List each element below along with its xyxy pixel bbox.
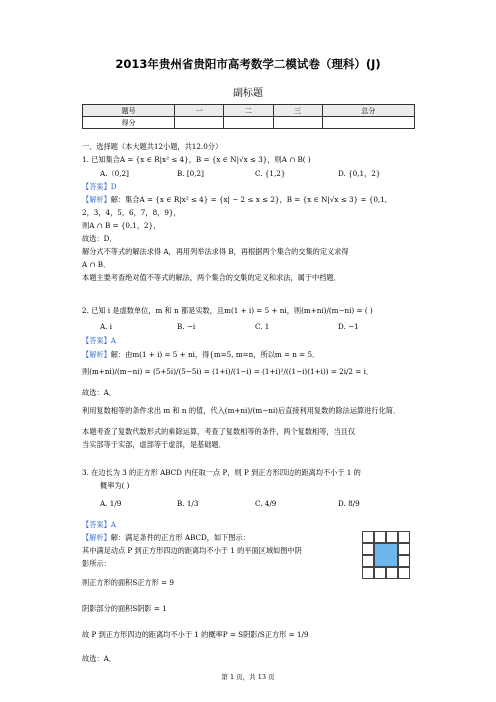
q3-option-c: C. 4/9 [255,499,277,508]
q2-analysis-text: 解：由m(1 + i) = 5 + ni，得{m=5, m=n，所以m = n = 5． [110,350,320,359]
q3-option-b: B. 1/3 [177,499,199,508]
grid-cell [374,567,386,579]
grid-cell [398,543,410,555]
q1-summary: 本题主要考查绝对值不等式的解法，两个集合的交集的定义和求法，属于中档题． [82,273,341,282]
q2-option-a: A. i [100,322,113,331]
score-cell[interactable] [322,117,414,129]
q1-option-a: A.（0,2] [100,169,129,178]
score-cell[interactable] [273,117,322,129]
q2-analysis-label: 【解析】 [82,350,111,359]
q3-analysis-label: 【解析】 [82,533,111,542]
q2-option-c: C. 1 [255,322,270,331]
q3-analysis-line: 则正方形的面积S正方形 = 9 [82,578,174,587]
q3-stem: 概率为( ) [100,481,130,490]
q3-stem: 3. 在边长为 3 的正方形 ABCD 内任取一点 P，则 P 到正方形四边的距离均不小于 1 的 [82,468,361,477]
score-cell[interactable] [224,117,273,129]
q3-analysis-line [82,533,250,543]
score-table-row [83,117,415,129]
grid-cell [398,555,410,567]
q2-stem: 2. 已知 i 是虚数单位，m 和 n 都是实数，且m(1 + i) = 5 + ni，则(m+ni)/(m−ni) = ( ) [82,306,373,315]
q3-answer: 【答案】A [82,520,116,529]
section-heading: 一、选择题（本大题共12小题，共12.0分） [82,142,223,151]
q1-analysis-line: 故选：D． [82,234,117,243]
grid-cell [362,567,374,579]
q1-option-b: B. [0,2] [177,169,204,178]
score-table-header-cell: 三 [273,105,322,117]
q1-answer: 【答案】D [82,182,117,191]
document-subtitle: 副标题 [233,88,263,99]
q2-option-b: B. −i [177,322,196,331]
q2-summary: 当实部等于实部，虚部等于虚部，是基础题． [82,440,226,449]
score-cell[interactable] [175,117,224,129]
q1-explanation: A ∩ B． [82,260,111,269]
grid-cell [374,531,386,543]
shaded-region [374,543,398,567]
grid-cell [386,531,398,543]
q3-analysis-line: 其中满足动点 P 到正方形四边的距离均不小于 1 的平面区域如图中阴 [82,546,302,555]
q3-analysis-text: 解：满足条件的正方形 ABCD，如下图示： [110,533,250,542]
q1-analysis-line: 2，3，4，5，6，7，8，9}， [82,208,181,217]
q3-analysis-line: 故 P 到正方形四边的距离均不小于 1 的概率P = S阴影/S正方形 = 1/9 [82,630,309,639]
q2-explanation: 利用复数相等的条件求出 m 和 n 的值，代入(m+ni)/(m−ni)后直接利用复数的除法运算进行化简． [82,406,401,415]
grid-cell [362,531,374,543]
q2-summary: 本题考查了复数代数形式的乘除运算，考查了复数相等的条件，两个复数相等，当且仅 [82,427,356,436]
score-table-header-cell: 题号 [83,105,175,117]
q1-analysis-line [82,195,387,205]
grid-cell [362,543,374,555]
q1-analysis-line: 则A ∩ B = {0,1，2}， [82,221,161,230]
q3-analysis-line: 影所示： [82,559,111,568]
q2-option-d: D. −1 [338,322,359,331]
q2-analysis-line: 故选：A． [82,388,116,397]
q3-option-a: A. 1/9 [100,499,122,508]
score-table-header-cell: 一 [175,105,224,117]
q2-answer: 【答案】A [82,336,116,345]
page-footer: 第 1 页，共 13 页 [221,673,275,681]
grid-cell [386,567,398,579]
q3-analysis-line: 故选：A． [82,654,116,663]
score-table [82,104,415,129]
score-table-header-row [83,105,415,117]
document-title: 2013年贵州省贵阳市高考数学二模试卷（理科）(J) [115,57,381,71]
q1-stem: 1. 已知集合A = {x ∈ R|x² ≤ 4}，B = {x ∈ N|√x ≤ 3}，则A ∩ B( ) [82,155,311,164]
q2-analysis-line [82,350,319,360]
q1-analysis-text: 解：集合A = {x ∈ R|x² ≤ 4} = {x| − 2 ≤ x ≤ 2}，B = {x ∈ N|√x ≤ 3} = {0,1, [110,195,388,204]
q2-analysis-line: 则(m+ni)/(m−ni) = (5+5i)/(5−5i) = (1+i)/(1−i) = (1+i)²/((1−i)(1+i)) = 2i/2 = i． [82,367,374,376]
score-table-header-cell: 总分 [322,105,414,117]
q3-analysis-line: 阴影部分的面积S阴影 = 1 [82,604,167,613]
q1-explanation: 解分式不等式的解法求得 A，再用列举法求得 B，再根据两个集合的交集的定义求得 [82,247,349,256]
q1-option-d: D. {0,1，2} [338,169,381,178]
score-table-header-cell: 二 [224,105,273,117]
grid-cell [362,555,374,567]
score-row-label: 得分 [83,117,175,129]
q1-option-c: C. {1,2} [255,169,286,178]
q1-analysis-label: 【解析】 [82,195,111,204]
grid-cell [398,567,410,579]
q3-option-d: D. 8/9 [338,499,360,508]
grid-cell [398,531,410,543]
